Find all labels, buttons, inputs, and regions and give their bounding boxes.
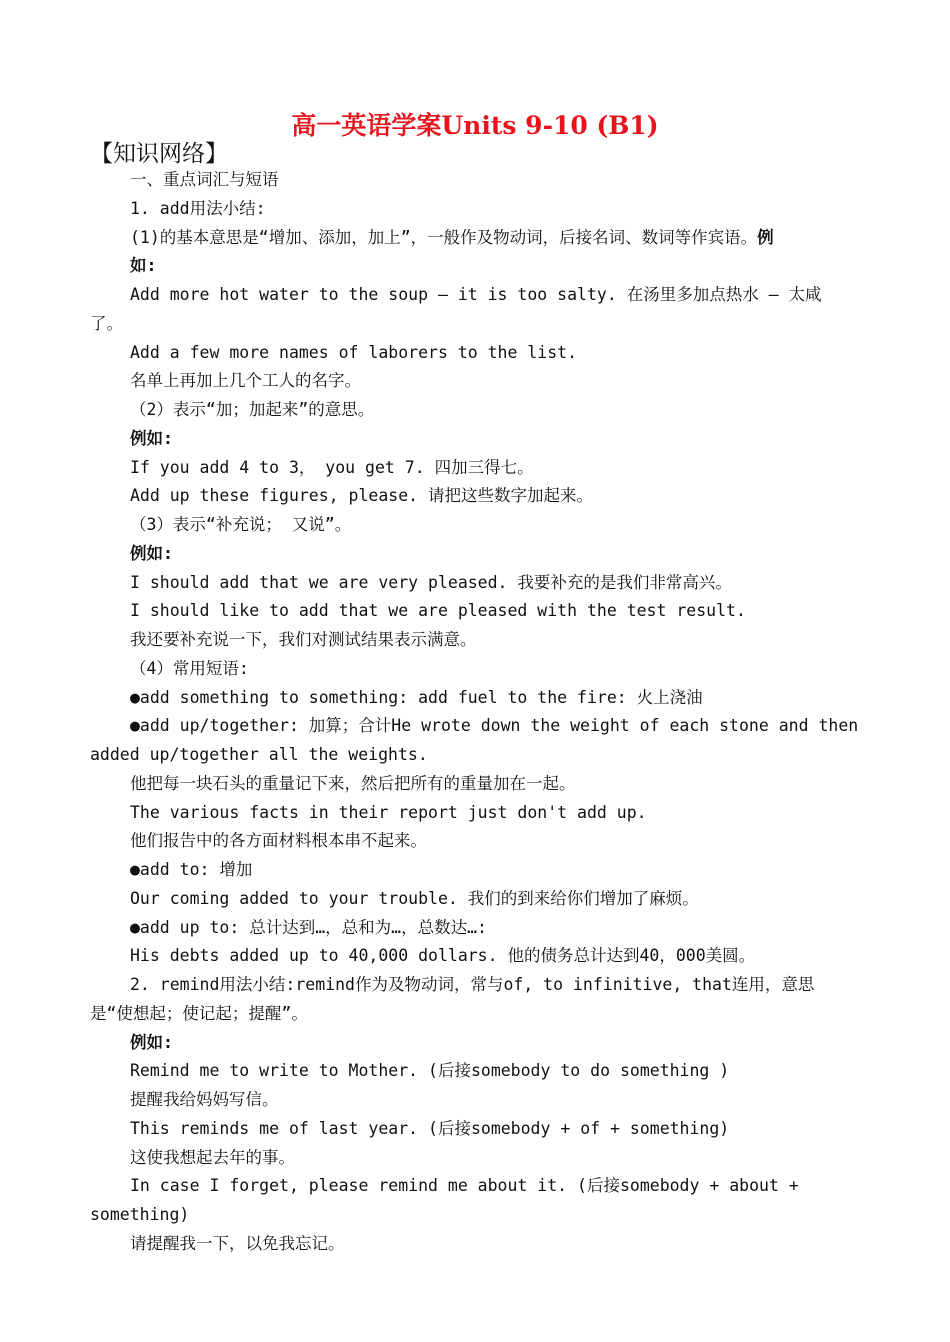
text-line: ●add something to something: add fuel to the fire: 火上浇油 xyxy=(130,687,703,707)
text-line: 例如: xyxy=(130,428,173,448)
text-line: Our coming added to your trouble. 我们的到来给你们增加了麻烦。 xyxy=(130,888,699,908)
text-line: 是“使想起；使记起；提醒”。 xyxy=(90,1003,308,1023)
text-line: Remind me to write to Mother. (后接somebody to do something ) xyxy=(130,1061,730,1081)
text-line: 这使我想起去年的事。 xyxy=(130,1147,295,1167)
text-line: This reminds me of last year. (后接somebody + of + something) xyxy=(130,1118,730,1138)
text-line: （2）表示“加；加起来”的意思。 xyxy=(130,400,375,419)
section-heading: 【知识网络】 xyxy=(90,141,228,167)
text-line: 例如: xyxy=(130,543,173,563)
text-line: (1)的基本意思是“增加、添加，加上”，一般作及物动词，后接名词、数词等作宾语。例 xyxy=(130,227,774,247)
text-line: The various facts in their report just don't add up. xyxy=(130,802,647,822)
text-line: 例如: xyxy=(130,1032,173,1052)
text-line: ●add to: 增加 xyxy=(130,860,253,879)
text-line: Add more hot water to the soup – it is too salty. 在汤里多加点热水 – 太咸 xyxy=(130,285,822,304)
document-title: 高一英语学案Units 9-10 (B1) xyxy=(291,111,659,140)
text-line: 2. remind用法小结:remind作为及物动词，常与of, to infinitive, that连用，意思 xyxy=(130,975,815,994)
text-line: added up/together all the weights. xyxy=(90,745,428,764)
text-line: （4）常用短语: xyxy=(130,658,249,678)
text-line: 一、重点词汇与短语 xyxy=(130,170,279,189)
text-line: 了。 xyxy=(90,313,123,333)
text-line: （3）表示“补充说； 又说”。 xyxy=(130,515,352,534)
text-line: In case I forget, please remind me about it. (后接somebody + about + xyxy=(130,1176,799,1196)
text-line: 他把每一块石头的重量记下来，然后把所有的重量加在一起。 xyxy=(130,773,576,793)
text-line: ●add up/together: 加算；合计He wrote down the weight of each stone and then xyxy=(130,716,859,736)
text-line: 我还要补充说一下，我们对测试结果表示满意。 xyxy=(130,630,477,649)
text-line: 如: xyxy=(130,256,157,276)
text-line: 他们报告中的各方面材料根本串不起来。 xyxy=(130,831,427,851)
text-line: 提醒我给妈妈写信。 xyxy=(130,1090,279,1109)
text-line: If you add 4 to 3， you get 7. 四加三得七。 xyxy=(130,457,534,477)
text-line: 1. add用法小结: xyxy=(130,198,266,218)
text-line: Add a few more names of laborers to the list. xyxy=(130,342,578,362)
text-line: Add up these figures, please. 请把这些数字加起来。 xyxy=(130,486,594,506)
text-line: 名单上再加上几个工人的名字。 xyxy=(130,371,361,391)
text-line: I should like to add that we are pleased with the test result. xyxy=(130,601,746,621)
text-line: His debts added up to 40,000 dollars. 他的债务总计达到40，000美圆。 xyxy=(130,946,756,966)
text-line: something) xyxy=(90,1205,190,1224)
text-line: 请提醒我一下，以免我忘记。 xyxy=(130,1233,345,1253)
text-line: I should add that we are very pleased. 我要补充的是我们非常高兴。 xyxy=(130,572,732,592)
document-body xyxy=(90,166,862,1259)
text-line: ●add up to: 总计达到…，总和为…，总数达…: xyxy=(130,917,487,937)
